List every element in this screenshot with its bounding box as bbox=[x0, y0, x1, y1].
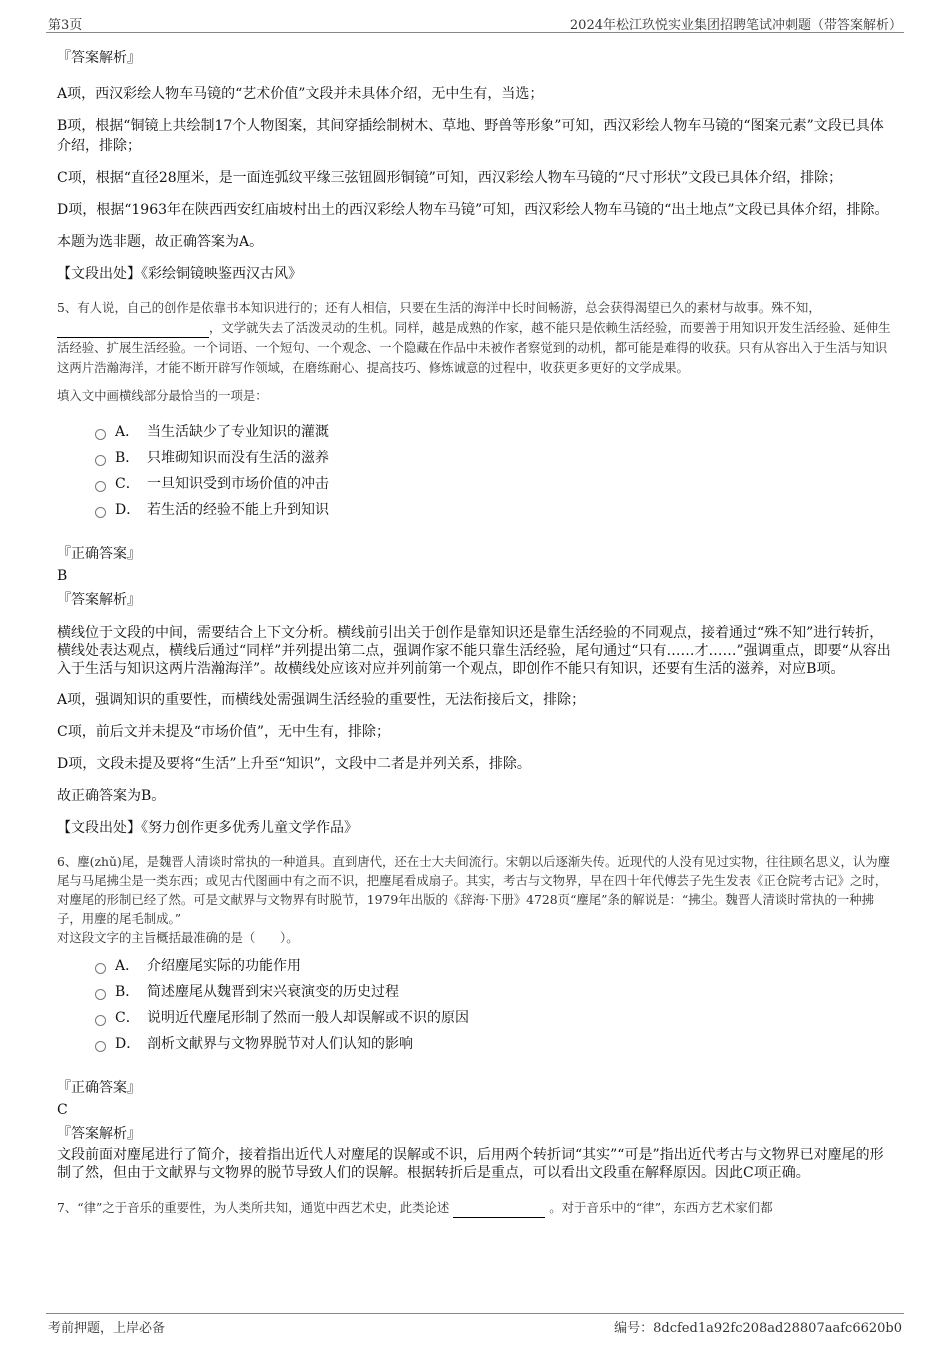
page-number: 第3页 bbox=[48, 18, 83, 33]
option-letter: A． bbox=[115, 424, 140, 440]
q5-option-d[interactable] bbox=[95, 496, 892, 522]
q4-conclusion: 本题为选非题，故正确答案为A。 bbox=[57, 234, 264, 250]
option-letter: D． bbox=[115, 502, 141, 518]
option-letter: A． bbox=[115, 958, 140, 974]
q6-prompt: 对这段文字的主旨概括最准确的是（ ）。 bbox=[57, 930, 299, 945]
q4-analysis-a: A项，西汉彩绘人物车马镜的“艺术价值”文段并未具体介绍，无中生有，当选； bbox=[57, 86, 544, 102]
q5-conclusion: 故正确答案为B。 bbox=[57, 788, 166, 804]
q5-option-a[interactable] bbox=[95, 418, 892, 444]
q6-option-d[interactable] bbox=[95, 1030, 892, 1056]
q6-answer-tag: 『正确答案』 bbox=[57, 1080, 141, 1096]
document-title: 2024年松江玖悦实业集团招聘笔试冲刺题（带答案解析） bbox=[569, 18, 902, 33]
q5-options bbox=[95, 418, 892, 522]
q6-analysis-tag: 『答案解析』 bbox=[57, 1126, 141, 1142]
q6-option-b[interactable] bbox=[95, 978, 892, 1004]
footer-slogan: 考前押题，上岸必备 bbox=[48, 1321, 166, 1336]
radio-icon[interactable] bbox=[95, 1015, 106, 1026]
q6-analysis: 文段前面对麈尾进行了简介，接着指出近代人对麈尾的误解或不识，后用两个转折词“其实”“可是”指出近代考古与文物界已对麈尾的形制了然，但由于文献界与文物界的脱节导致人们的误解。根据转折后是重点，可以看出文段重在解释原因。因此C项正确。 bbox=[57, 1147, 884, 1181]
q5-analysis-a: A项，强调知识的重要性，而横线处需强调生活经验的重要性，无法衔接后文，排除； bbox=[57, 692, 586, 708]
option-text: 介绍麈尾实际的功能作用 bbox=[147, 958, 301, 974]
option-text: 当生活缺少了专业知识的灌溉 bbox=[147, 424, 329, 440]
radio-icon[interactable] bbox=[95, 455, 106, 466]
q4-analysis-tag: 『答案解析』 bbox=[57, 50, 141, 66]
document-body bbox=[57, 40, 892, 1218]
page-header bbox=[46, 10, 904, 33]
q6-option-a[interactable] bbox=[95, 952, 892, 978]
q7-stem-part1: 7、“律”之于音乐的重要性，为人类所共知，通览中西艺术史，此类论述 bbox=[57, 1200, 450, 1215]
q5-option-c[interactable] bbox=[95, 470, 892, 496]
q5-analysis-tag: 『答案解析』 bbox=[57, 592, 141, 608]
radio-icon[interactable] bbox=[95, 507, 106, 518]
q4-analysis-c: C项，根据“直径28厘米，是一面连弧纹平缘三弦钮圆形铜镜”可知，西汉彩绘人物车马镜的“尺寸形状”文段已具体介绍，排除； bbox=[57, 170, 843, 186]
q5-analysis: 横线位于文段的中间，需要结合上下文分析。横线前引出关于创作是靠知识还是靠生活经验的不同观点，接着通过“殊不知”进行转折，横线处表达观点，横线后通过“同样”并列提出第二点，强调作家不能只靠生活经验，尾句通过“只有……才……”强调重点，即要“从容出入于生活与知识这两片浩瀚海洋”。故横线处应该对应并列前第一个观点，即创作不能只有知识，还要有生活的滋养，对应B项。 bbox=[57, 625, 891, 677]
option-text: 只堆砌知识而没有生活的滋养 bbox=[147, 450, 329, 466]
footer-doc-id: 编号：8dcfed1a92fc208ad28807aafc6620b0 bbox=[614, 1321, 902, 1336]
q4-analysis-d: D项，根据“1963年在陕西西安红庙坡村出土的西汉彩绘人物车马镜”可知，西汉彩绘人物车马镜的“出土地点”文段已具体介绍，排除。 bbox=[57, 202, 889, 218]
option-text: 一旦知识受到市场价值的冲击 bbox=[147, 476, 329, 492]
q6-option-c[interactable] bbox=[95, 1004, 892, 1030]
radio-icon[interactable] bbox=[95, 989, 106, 1000]
q5-stem-part1: 5、有人说，自己的创作是依靠书本知识进行的；还有人相信，只要在生活的海洋中长时间畅游，总会获得渴望已久的素材与故事。殊不知， bbox=[57, 300, 821, 315]
q4-analysis-b: B项，根据“铜镜上共绘制17个人物图案，其间穿插绘制树木、草地、野兽等形象”可知，西汉彩绘人物车马镜的“图案元素”文段已具体介绍，排除； bbox=[57, 118, 884, 154]
page-footer bbox=[46, 1313, 904, 1336]
q5-answer: B bbox=[57, 568, 68, 584]
q5-source: 【文段出处】《努力创作更多优秀儿童文学作品》 bbox=[57, 820, 358, 836]
q5-stem bbox=[57, 298, 892, 378]
q4-source: 【文段出处】《彩绘铜镜映鉴西汉古风》 bbox=[57, 266, 302, 282]
q5-analysis-d: D项，文段未提及要将“生活”上升至“知识”，文段中二者是并列关系，排除。 bbox=[57, 756, 531, 772]
q6-options bbox=[95, 952, 892, 1056]
q6-stem: 6、麈(zhǔ)尾，是魏晋人清谈时常执的一种道具。直到唐代，还在士大夫间流行。宋朝以后逐渐失传。近现代的人没有见过实物，往往顾名思义，认为麈尾与马尾拂尘是一类东西；或见古代图画中有之而不识，把麈尾看成扇子。其实，考古与文物界，早在四十年代傅芸子先生发表《正仓院考古记》之时，对麈尾的形制已经了然。可是文献界与文物界有时脱节，1979年出版的《辞海·下册》4728页“麈尾”条的解说是：“拂尘。魏晋人清谈时常执的一种拂子，用麈的尾毛制成。” bbox=[57, 854, 891, 926]
q5-answer-tag: 『正确答案』 bbox=[57, 546, 141, 562]
q5-blank bbox=[57, 323, 209, 338]
q7-blank bbox=[453, 1203, 545, 1218]
radio-icon[interactable] bbox=[95, 963, 106, 974]
option-text: 剖析文献界与文物界脱节对人们认知的影响 bbox=[147, 1036, 413, 1052]
radio-icon[interactable] bbox=[95, 429, 106, 440]
q7-stem bbox=[57, 1198, 892, 1218]
q5-stem-part2: ，文学就失去了活泼灵动的生机。同样，越是成熟的作家，越不能只是依赖生活经验，而要善于用知识开发生活经验、延伸生活经验、扩展生活经验。一个词语、一个短句、一个观念、一个隐藏在作品中未被作者察觉到的动机，都可能是难得的收获。只有从容出入于生活与知识这两片浩瀚海洋，才能不断开辟写作领域，在磨练耐心、提高技巧、修炼诚意的过程中，收获更多更好的文学成果。 bbox=[57, 320, 891, 375]
radio-icon[interactable] bbox=[95, 1041, 106, 1052]
q6-answer: C bbox=[57, 1102, 68, 1118]
q5-analysis-c: C项，前后文并未提及“市场价值”，无中生有，排除； bbox=[57, 724, 391, 740]
q5-option-b[interactable] bbox=[95, 444, 892, 470]
radio-icon[interactable] bbox=[95, 481, 106, 492]
q7-stem-part2: 。对于音乐中的“律”，东西方艺术家们都 bbox=[549, 1200, 773, 1215]
option-text: 说明近代麈尾形制了然而一般人却误解或不识的原因 bbox=[147, 1010, 469, 1026]
option-letter: C． bbox=[115, 1010, 140, 1026]
option-text: 若生活的经验不能上升到知识 bbox=[147, 502, 329, 518]
option-letter: B． bbox=[115, 450, 140, 466]
option-letter: B． bbox=[115, 984, 140, 1000]
option-letter: D． bbox=[115, 1036, 141, 1052]
q5-prompt: 填入文中画横线部分最恰当的一项是： bbox=[57, 388, 268, 403]
option-letter: C． bbox=[115, 476, 140, 492]
option-text: 简述麈尾从魏晋到宋兴衰演变的历史过程 bbox=[147, 984, 399, 1000]
